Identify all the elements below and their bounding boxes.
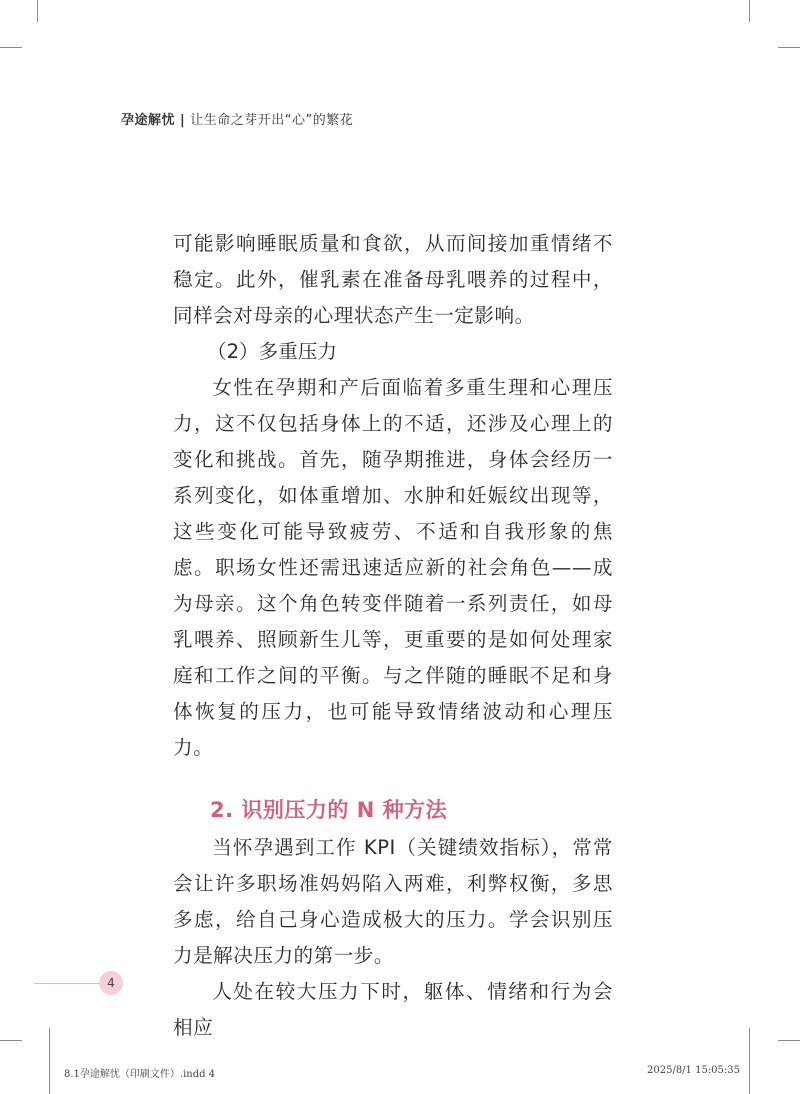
page-number: 4 [99, 971, 123, 995]
paragraph-stress-response: 人处在较大压力下时，躯体、情绪和行为会相应 [173, 980, 613, 1039]
paragraph-kpi: 当怀孕遇到工作 KPI（关键绩效指标），常常会让许多职场准妈妈陷入两难，利弊权衡，多思多虑，给自己身心造成极大的压力。学会识别压力是解决压力的第一步。 [173, 836, 613, 967]
book-title: 孕途解忧 [121, 113, 176, 128]
crop-mark [49, 1028, 50, 1094]
crop-mark [778, 47, 800, 48]
paragraph-continued: 可能影响睡眠质量和食欲，从而间接加重情绪不稳定。此外，催乳素在准备母乳喂养的过程中，同样会对母亲的心理状态产生一定影响。 [173, 232, 613, 327]
slug-filename: 8.1孕途解忧（印刷文件）.indd 4 [64, 1069, 216, 1080]
crop-mark [749, 1028, 750, 1094]
crop-mark [778, 1040, 800, 1041]
subheading-multiple-pressures: （2）多重压力 [207, 340, 338, 363]
running-head [121, 109, 353, 128]
crop-mark [749, 0, 750, 22]
crop-mark [0, 1040, 22, 1041]
running-head-separator: | [180, 113, 186, 128]
section-heading: 2. 识别压力的 N 种方法 [210, 798, 448, 822]
crop-mark [37, 0, 38, 22]
paragraph-multiple-pressures: 女性在孕期和产后面临着多重生理和心理压力，这不仅包括身体上的不适，还涉及心理上的变化和挑战。首先，随孕期推进，身体会经历一系列变化，如体重增加、水肿和妊娠纹出现等，这些变化可能导致疲劳、不适和自我形象的焦虑。职场女性还需迅速适应新的社会角色——成为母亲。这个角色转变伴随着一系列责任，如母乳喂养、照顾新生儿等，更重要的是如何处理家庭和工作之间的平衡。与之伴随的睡眠不足和身体恢复的压力，也可能导致情绪波动和心理压力。 [173, 376, 613, 759]
slug-timestamp: 2025/8/1 15:05:35 [647, 1065, 741, 1076]
page-body [173, 226, 613, 1046]
crop-mark [0, 47, 22, 48]
book-subtitle: 让生命之芽开出“心”的繁花 [190, 113, 354, 128]
